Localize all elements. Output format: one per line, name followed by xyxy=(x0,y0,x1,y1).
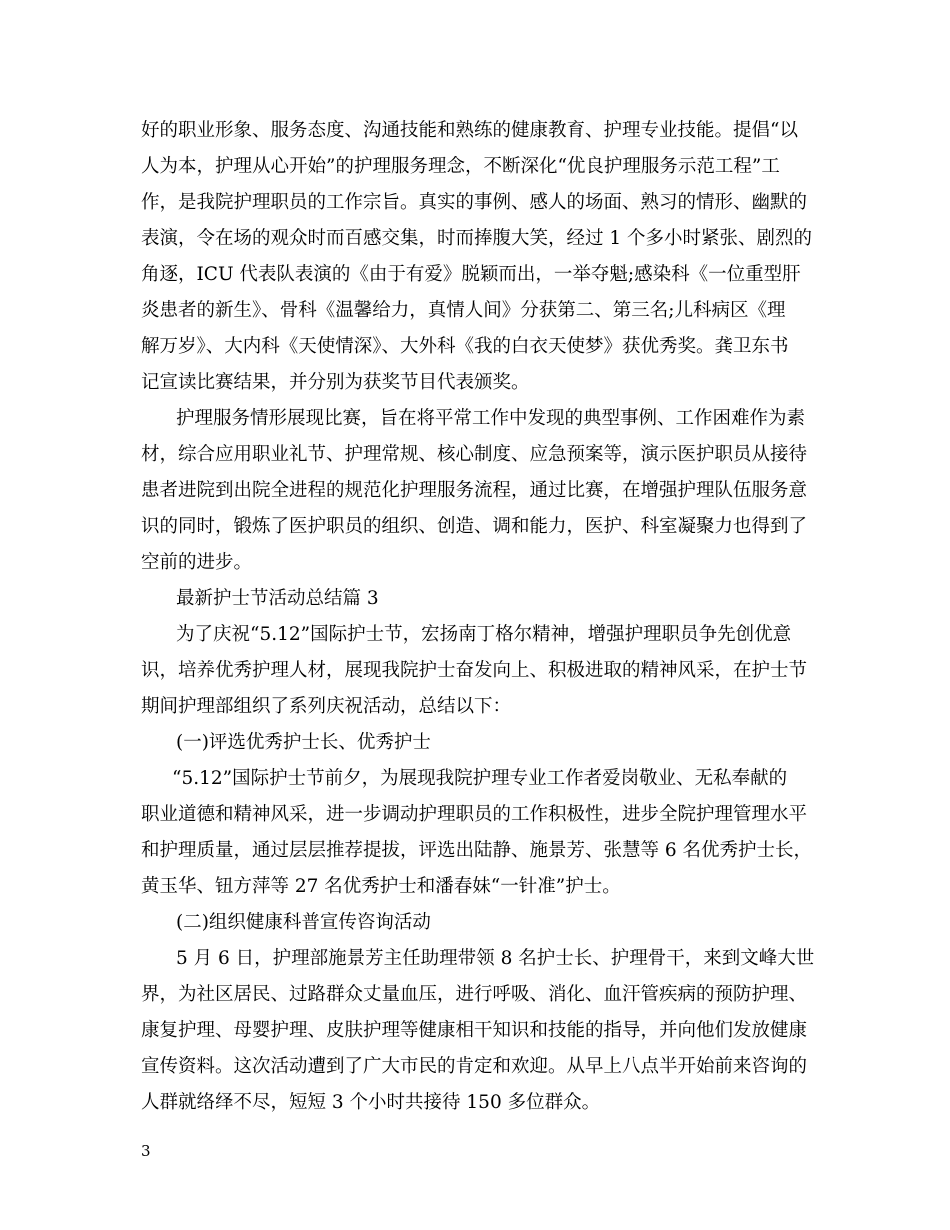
text-line: 期间护理部组织了系列庆祝活动，总结以下： xyxy=(141,696,512,717)
text-line: 护理服务情形展现比赛，旨在将平常工作中发现的典型事例、工作困难作为素 xyxy=(176,408,806,429)
text-line: 职业道德和精神风采，进一步调动护理职员的工作积极性，进步全院护理管理水平 xyxy=(141,804,808,825)
text-line: “5.12”国际护士节前夕，为展现我院护理专业工作者爱岗敬业、无私奉献的 xyxy=(172,768,788,789)
subsection-heading: (一)评选优秀护士长、优秀护士 xyxy=(176,732,431,753)
text-line: 材，综合应用职业礼节、护理常规、核心制度、应急预案等，演示医护职员从接待 xyxy=(141,444,808,465)
text-line: 黄玉华、钮方萍等 27 名优秀护士和潘春妹“一针准”护士。 xyxy=(141,876,621,897)
text-line: 角逐，ICU 代表队表演的《由于有爱》脱颖而出，一举夺魁;感染科《一位重型肝 xyxy=(141,264,801,285)
text-line: 好的职业形象、服务态度、沟通技能和熟练的健康教育、护理专业技能。提倡“以 xyxy=(141,120,798,141)
text-line: 人为本，护理从心开始”的护理服务理念，不断深化“优良护理服务示范工程”工 xyxy=(141,156,780,177)
text-line: 表演，令在场的观众时而百感交集，时而捧腹大笑，经过 1 个多小时紧张、剧烈的 xyxy=(141,228,813,249)
text-line: 人群就络绎不尽，短短 3 个小时共接待 150 多位群众。 xyxy=(141,1092,601,1113)
text-line: 识的同时，锻炼了医护职员的组织、创造、调和能力，医护、科室凝聚力也得到了 xyxy=(141,516,808,537)
text-line: 空前的进步。 xyxy=(141,552,253,573)
text-line: 识，培养优秀护理人材，展现我院护士奋发向上、积极进取的精神风采，在护士节 xyxy=(141,660,808,681)
text-line: 作，是我院护理职员的工作宗旨。真实的事例、感人的场面、熟习的情形、幽默的 xyxy=(141,192,808,213)
text-line: 和护理质量，通过层层推荐提拔，评选出陆静、施景芳、张慧等 6 名优秀护士长， xyxy=(141,840,813,861)
text-line: 为了庆祝“5.12”国际护士节，宏扬南丁格尔精神，增强护理职员争先创优意 xyxy=(176,624,792,645)
text-line: 记宣读比赛结果，并分别为获奖节目代表颁奖。 xyxy=(141,372,530,393)
section-heading: 最新护士节活动总结篇 3 xyxy=(176,588,379,609)
subsection-heading: (二)组织健康科普宣传咨询活动 xyxy=(176,912,431,933)
text-line: 患者进院到出院全进程的规范化护理服务流程，通过比赛，在增强护理队伍服务意 xyxy=(141,480,808,501)
text-line: 5 月 6 日，护理部施景芳主任助理带领 8 名护士长、护理骨干，来到文峰大世 xyxy=(176,948,815,969)
text-line: 康复护理、母婴护理、皮肤护理等健康相干知识和技能的指导，并向他们发放健康 xyxy=(141,1020,808,1041)
text-line: 界，为社区居民、过路群众丈量血压，进行呼吸、消化、血汗管疾病的预防护理、 xyxy=(141,984,808,1005)
text-line: 宣传资料。这次活动遭到了广大市民的肯定和欢迎。从早上八点半开始前来咨询的 xyxy=(141,1056,808,1077)
page-number: 3 xyxy=(141,1142,151,1160)
text-line: 炎患者的新生》、骨科《温馨给力，真情人间》分获第二、第三名;儿科病区《理 xyxy=(141,300,786,321)
text-line: 解万岁》、大内科《天使情深》、大外科《我的白衣天使梦》获优秀奖。龚卫东书 xyxy=(141,336,789,357)
